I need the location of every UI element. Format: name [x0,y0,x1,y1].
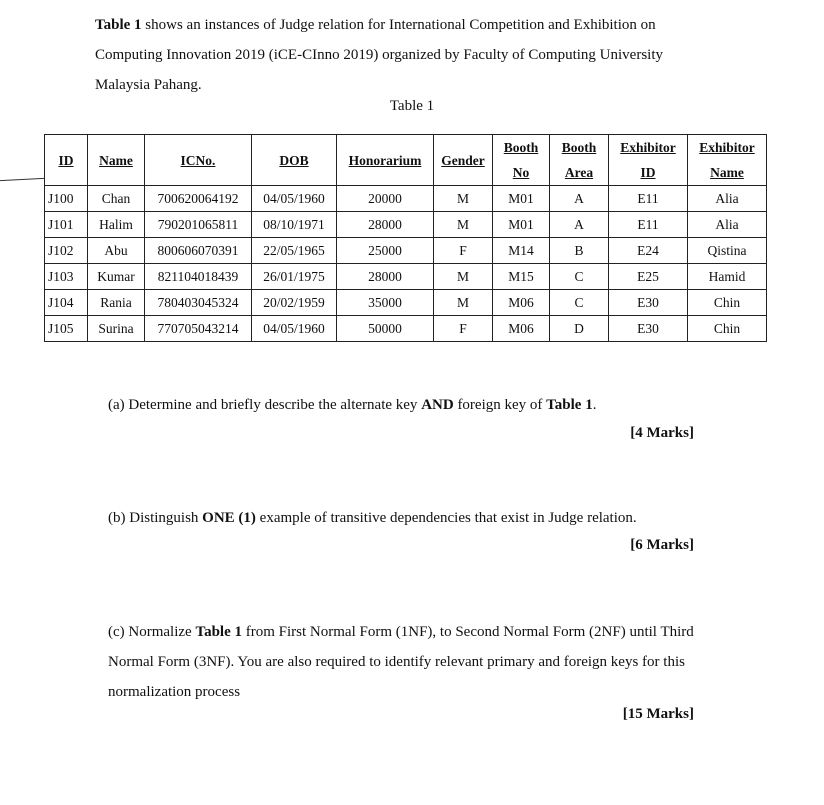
question-b-bold-one: ONE (1) [202,510,256,526]
header-booth-area-2: Area [550,160,609,186]
cell-dob: 08/10/1971 [252,212,337,238]
cell-booth-no: M15 [493,264,550,290]
cell-exhibitor-name: Alia [688,186,767,212]
question-b [108,503,698,533]
cell-id: J101 [45,212,88,238]
question-b-marks: [6 Marks] [630,537,694,553]
cell-gender: F [434,238,493,264]
cell-exhibitor-id: E30 [609,316,688,342]
question-c [108,617,698,707]
question-a [108,390,698,420]
question-c-bold-table: Table 1 [195,624,242,640]
table-row [45,264,767,290]
cell-gender: M [434,264,493,290]
cell-booth-area: A [550,212,609,238]
header-exhibitor-id: Exhibitor [609,135,688,161]
cell-dob: 04/05/1960 [252,316,337,342]
cell-name: Rania [88,290,145,316]
question-a-mid: foreign key of [453,397,547,413]
cell-honorarium: 50000 [337,316,434,342]
header-booth-no: Booth [493,135,550,161]
table-row [45,212,767,238]
header-booth-area: Booth [550,135,609,161]
cell-id: J100 [45,186,88,212]
cell-honorarium: 28000 [337,264,434,290]
intro-bold-lead: Table 1 [95,17,142,33]
cell-exhibitor-name: Chin [688,316,767,342]
cell-name: Kumar [88,264,145,290]
header-id: ID [45,135,88,186]
cell-exhibitor-id: E24 [609,238,688,264]
header-booth-no-2: No [493,160,550,186]
cell-id: J105 [45,316,88,342]
question-b-pre: (b) Distinguish [108,510,203,526]
cell-icno: 700620064192 [145,186,252,212]
question-a-bold-and: AND [421,397,454,413]
table-row [45,238,767,264]
cell-booth-no: M01 [493,212,550,238]
header-exhibitor-id-2: ID [609,160,688,186]
cell-icno: 800606070391 [145,238,252,264]
judge-table [44,134,767,342]
cell-dob: 20/02/1959 [252,290,337,316]
table-caption: Table 1 [389,98,435,114]
question-c-marks: [15 Marks] [622,706,694,722]
cell-exhibitor-name: Qistina [688,238,767,264]
question-a-pre: (a) Determine and briefly describe the alternate key [108,397,422,413]
header-honorarium: Honorarium [337,135,434,186]
cell-honorarium: 25000 [337,238,434,264]
header-gender: Gender [434,135,493,186]
cell-booth-no: M06 [493,290,550,316]
cell-gender: M [434,212,493,238]
cell-booth-area: C [550,264,609,290]
cell-exhibitor-id: E11 [609,212,688,238]
cell-name: Chan [88,186,145,212]
table-header-row [45,135,767,161]
header-name: Name [88,135,145,186]
cell-honorarium: 35000 [337,290,434,316]
question-a-post: . [592,397,597,413]
cell-booth-area: A [550,186,609,212]
cell-id: J104 [45,290,88,316]
cell-exhibitor-id: E25 [609,264,688,290]
cell-booth-area: B [550,238,609,264]
cell-name: Surina [88,316,145,342]
intro-paragraph [95,10,705,100]
cell-honorarium: 28000 [337,212,434,238]
cell-dob: 26/01/1975 [252,264,337,290]
header-exhibitor-name-2: Name [688,160,767,186]
cell-honorarium: 20000 [337,186,434,212]
cell-id: J102 [45,238,88,264]
table-row [45,316,767,342]
stray-pen-line [0,178,44,181]
question-c-post: from First Normal Form (1NF), to Second Normal Form (2NF) until Third Normal Form (3NF). You are also required to identify relevant primary and foreign keys for this normalization process [108,624,694,700]
cell-exhibitor-id: E11 [609,186,688,212]
cell-id: J103 [45,264,88,290]
cell-gender: F [434,316,493,342]
cell-gender: M [434,186,493,212]
table-row [45,186,767,212]
cell-exhibitor-name: Chin [688,290,767,316]
header-exhibitor-name: Exhibitor [688,135,767,161]
cell-icno: 790201065811 [145,212,252,238]
cell-booth-no: M01 [493,186,550,212]
question-a-marks: [4 Marks] [630,425,694,441]
cell-dob: 04/05/1960 [252,186,337,212]
cell-name: Halim [88,212,145,238]
cell-booth-area: C [550,290,609,316]
cell-name: Abu [88,238,145,264]
question-a-bold-table: Table 1 [546,397,593,413]
cell-booth-area: D [550,316,609,342]
question-c-pre: (c) Normalize [108,624,196,640]
cell-exhibitor-id: E30 [609,290,688,316]
table-row [45,290,767,316]
question-b-post: example of transitive dependencies that exist in Judge relation. [255,510,637,526]
cell-dob: 22/05/1965 [252,238,337,264]
header-icno: ICNo. [145,135,252,186]
cell-gender: M [434,290,493,316]
cell-exhibitor-name: Alia [688,212,767,238]
intro-text: shows an instances of Judge relation for International Competition and Exhibition on Computing Innovation 2019 (iCE-CInno 2019) organized by Faculty of Computing University Malaysia Pahang. [95,17,664,93]
cell-icno: 780403045324 [145,290,252,316]
cell-booth-no: M06 [493,316,550,342]
cell-icno: 770705043214 [145,316,252,342]
cell-booth-no: M14 [493,238,550,264]
header-dob: DOB [252,135,337,186]
cell-exhibitor-name: Hamid [688,264,767,290]
cell-icno: 821104018439 [145,264,252,290]
